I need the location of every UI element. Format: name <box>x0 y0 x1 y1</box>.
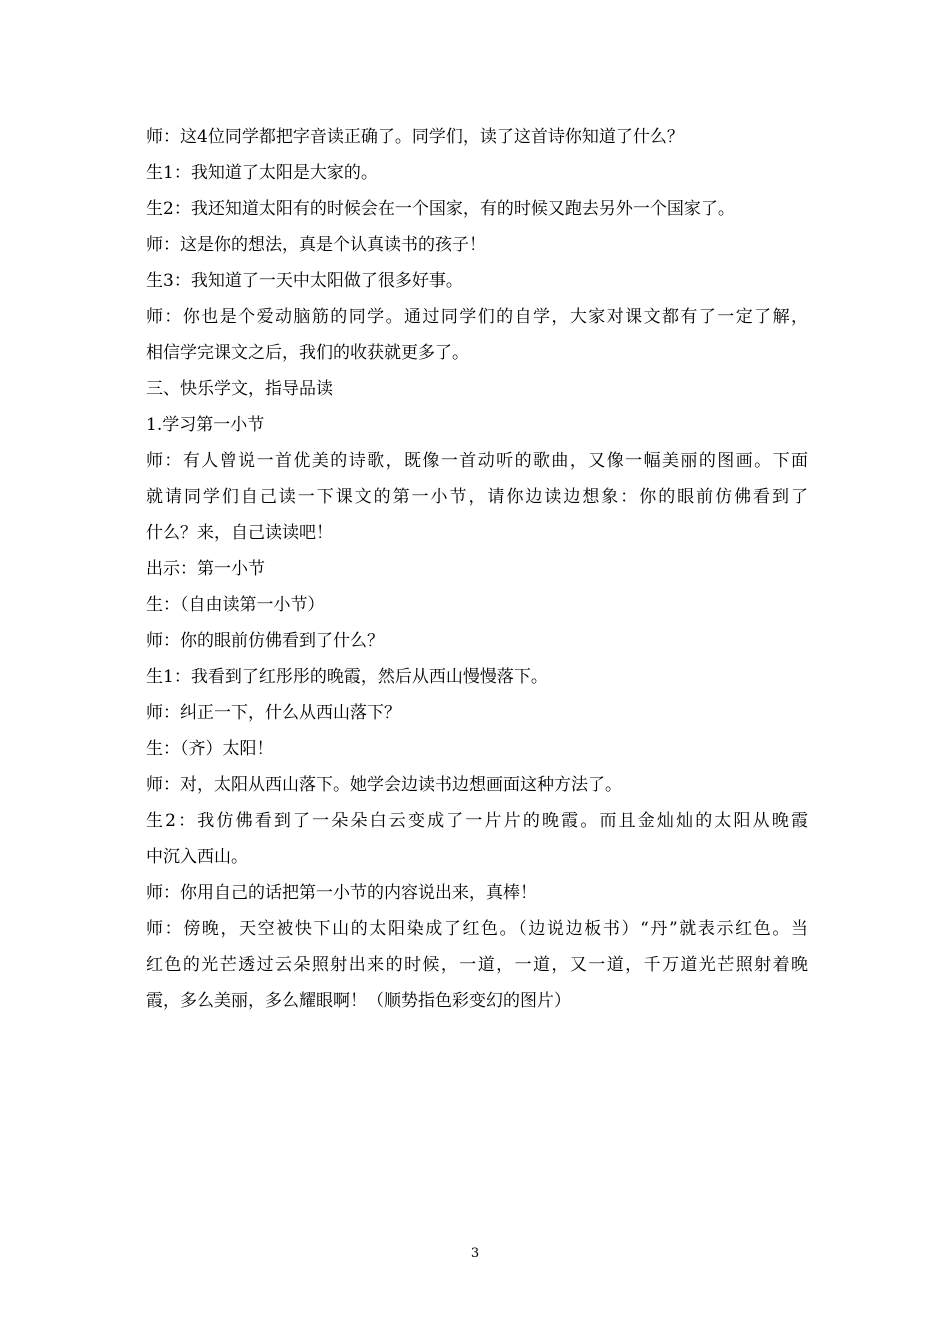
section-heading: 三、快乐学文，指导品读 <box>146 379 333 399</box>
text-line-18: 生：（齐）太阳！ <box>146 739 274 759</box>
text-line-12: 什么？来，自己读读吧！ <box>146 523 333 543</box>
text-line-17: 师：纠正一下，什么从西山落下？ <box>146 703 401 723</box>
text-line-25: 霞，多么美丽，多么耀眼啊！（顺势指色彩变幻的图片） <box>146 991 571 1011</box>
text-line-21: 中沉入西山。 <box>146 847 248 867</box>
text-line-16: 生1：我看到了红彤彤的晚霞，然后从西山慢慢落下。 <box>146 667 548 687</box>
text-line-1: 师：这4位同学都把字音读正确了。同学们，读了这首诗你知道了什么？ <box>146 127 684 147</box>
text-line-3: 生2：我还知道太阳有的时候会在一个国家，有的时候又跑去另外一个国家了。 <box>146 199 735 219</box>
text-line-23: 师：傍晚，天空被快下山的太阳染成了红色。（边说边板书）“丹”就表示红色。当 <box>146 919 808 939</box>
text-line-24: 红色的光芒透过云朵照射出来的时候，一道，一道，又一道，千万道光芒照射着晚 <box>146 955 808 975</box>
subsection-heading: 1.学习第一小节 <box>146 415 265 435</box>
text-line-15: 师：你的眼前仿佛看到了什么？ <box>146 631 384 651</box>
text-line-22: 师：你用自己的话把第一小节的内容说出来，真棒！ <box>146 883 537 903</box>
text-line-13: 出示：第一小节 <box>146 559 265 579</box>
text-line-19: 师：对，太阳从西山落下。她学会边读书边想画面这种方法了。 <box>146 775 622 795</box>
text-line-5: 生3：我知道了一天中太阳做了很多好事。 <box>146 271 463 291</box>
document-body <box>146 119 808 1019</box>
text-line-14: 生：（自由读第一小节） <box>146 595 325 615</box>
text-line-4: 师：这是你的想法，真是个认真读书的孩子！ <box>146 235 486 255</box>
page-number: 3 <box>470 1246 480 1261</box>
text-line-20: 生2：我仿佛看到了一朵朵白云变成了一片片的晚霞。而且金灿灿的太阳从晚霞 <box>146 811 808 831</box>
text-line-7: 相信学完课文之后，我们的收获就更多了。 <box>146 343 469 363</box>
text-line-6: 师：你也是个爱动脑筋的同学。通过同学们的自学，大家对课文都有了一定了解， <box>146 307 808 327</box>
text-line-10: 师：有人曾说一首优美的诗歌，既像一首动听的歌曲，又像一幅美丽的图画。下面 <box>146 451 808 471</box>
text-line-11: 就请同学们自己读一下课文的第一小节，请你边读边想象：你的眼前仿佛看到了 <box>146 487 808 507</box>
text-line-2: 生1：我知道了太阳是大家的。 <box>146 163 378 183</box>
